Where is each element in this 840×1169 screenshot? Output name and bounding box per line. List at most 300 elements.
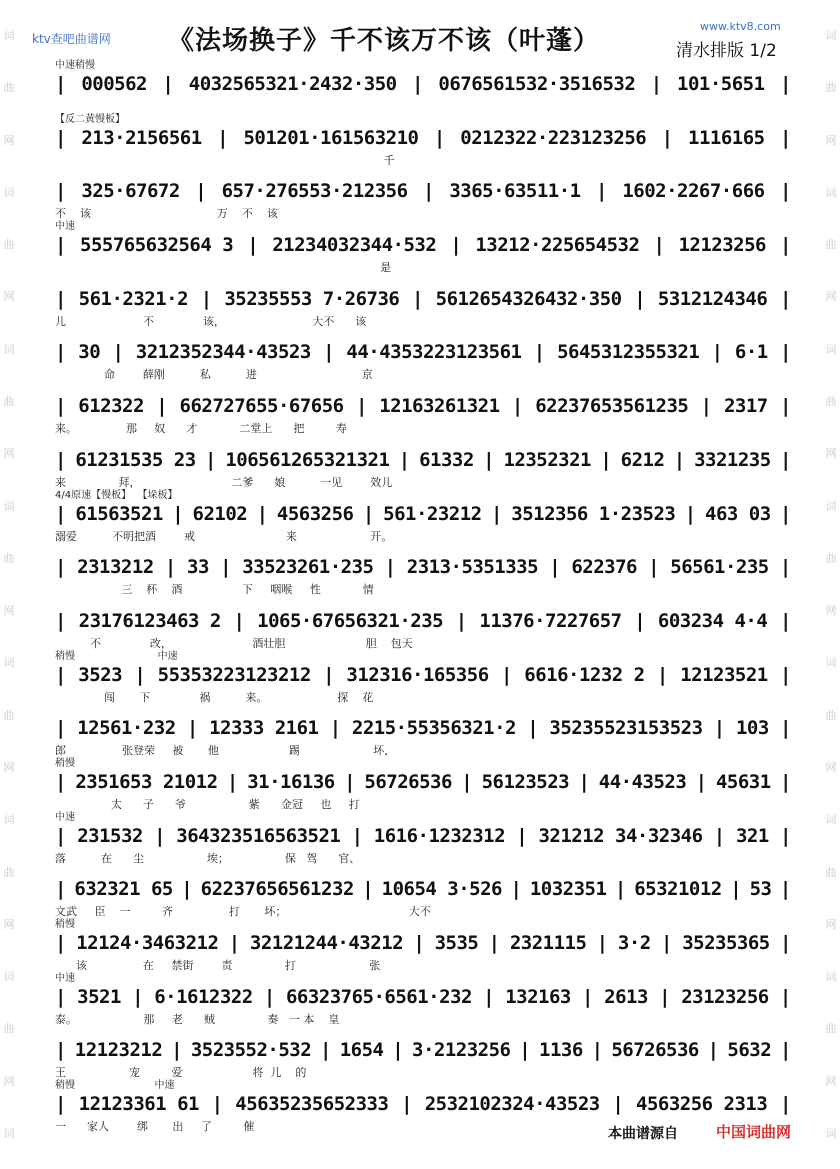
lyric-row: 不 该 万 不 该 (55, 207, 278, 220)
barline: | (661, 126, 673, 149)
lyric-row: 是 (55, 261, 392, 274)
barline: | (713, 824, 725, 847)
measure: 32121244·43212 (249, 932, 404, 954)
barline: | (780, 234, 791, 257)
lyric-row: 泰。 那 老 贼 奏 一 本 皇 (55, 1012, 340, 1025)
lyric-row: 来 拜， 二爹 娘 一见 效儿 (55, 475, 393, 488)
note-row (55, 338, 791, 366)
watermark-char: 词 (825, 29, 837, 42)
tempo-marking: 稍慢 (55, 919, 75, 930)
barline: | (351, 824, 363, 847)
barline: | (362, 878, 374, 901)
barline: | (55, 287, 66, 310)
note-row (55, 500, 791, 528)
watermark-char: 曲 (3, 551, 15, 565)
measure: 603234 4·4 (657, 609, 768, 632)
barline: | (55, 770, 66, 793)
barline: | (217, 126, 229, 149)
measure: 33 (187, 556, 209, 579)
barline: | (195, 180, 207, 203)
tempo-marking: 【反二黄慢板】 (55, 113, 125, 125)
measure: 2313·5351335 (406, 556, 539, 579)
measure: 132163 (505, 985, 571, 1008)
lyric-row: 闯 下 祸 来。 探 花 (55, 690, 374, 703)
measure: 3·2 (617, 932, 651, 954)
barline: | (344, 770, 356, 793)
source-label: 本曲谱源自 (608, 1126, 678, 1142)
barline: | (450, 234, 462, 257)
barline: | (578, 770, 590, 793)
note-row (55, 553, 791, 581)
measure: 6212 (620, 448, 665, 471)
score-line (55, 219, 791, 273)
watermark-char: 词 (825, 970, 837, 984)
score-line (55, 649, 791, 703)
barline: | (779, 985, 791, 1008)
note-row (55, 983, 791, 1011)
note-row (55, 1036, 791, 1064)
watermark-char: 曲 (825, 865, 837, 879)
score-line (55, 380, 791, 434)
measure: 000562 (81, 73, 147, 95)
watermark-char: 网 (3, 1074, 15, 1088)
measure: 11376·7227657 (479, 609, 622, 632)
watermark-char: 曲 (825, 1022, 837, 1036)
watermark-char: 网 (3, 447, 15, 461)
barline: | (780, 502, 791, 525)
measure: 2613 (604, 985, 648, 1008)
measure: 4563256 2313 (636, 1093, 768, 1116)
lyric-row: 该 在 禁街 责 打 张 (55, 959, 381, 971)
barline: | (653, 234, 665, 257)
note-row (55, 875, 791, 903)
barline: | (713, 717, 725, 740)
barline: | (55, 448, 66, 471)
barline: | (711, 341, 723, 364)
site-watermark-right: www.ktv8.com (700, 20, 781, 33)
barline: | (500, 663, 512, 686)
measure: 0212322·223123256 (460, 126, 647, 149)
barline: | (779, 126, 791, 149)
barline: | (591, 1039, 603, 1062)
measure: 3·2123256 (412, 1039, 511, 1062)
watermark-char: 词 (3, 185, 15, 199)
barline: | (779, 878, 791, 901)
score-line (55, 488, 791, 542)
measure: 23176123463 2 (78, 609, 221, 632)
barline: | (412, 73, 423, 95)
barline: | (422, 180, 434, 203)
measure: 662727655·67656 (179, 395, 344, 418)
score-line (55, 273, 791, 327)
watermark-char: 曲 (825, 708, 837, 722)
score-line (55, 112, 791, 166)
measure: 364323516563521 (176, 824, 341, 847)
tempo-marking: 稍慢 中速 (55, 1080, 175, 1092)
barline: | (483, 448, 495, 471)
barline: | (780, 1093, 791, 1116)
barline: | (55, 502, 66, 525)
measure: 45631 (715, 770, 771, 793)
measure: 561·2321·2 (78, 287, 189, 310)
barline: | (55, 609, 66, 632)
watermark-char: 词 (825, 656, 837, 670)
measure: 3365·63511·1 (449, 180, 581, 203)
measure: 2351653 21012 (75, 770, 218, 793)
barline: | (323, 663, 335, 686)
measure: 312316·165356 (346, 663, 489, 686)
barline: | (600, 448, 612, 471)
watermark-char: 曲 (825, 551, 837, 565)
watermark-char: 网 (3, 290, 15, 304)
measure: 62237656561232 (200, 878, 354, 901)
watermark-char: 词 (3, 1126, 15, 1140)
measure: 2313212 (77, 556, 154, 579)
watermark-char: 网 (825, 447, 837, 461)
barline: | (695, 770, 707, 793)
barline: | (612, 1093, 624, 1116)
barline: | (392, 1039, 404, 1062)
arranger-page-label: 清水排版 1/2 (676, 41, 777, 61)
watermark-char: 曲 (3, 238, 15, 252)
watermark-char: 网 (825, 604, 837, 618)
measure: 1654 (339, 1039, 384, 1062)
note-row (55, 929, 791, 957)
score-line (55, 863, 791, 917)
measure: 325·67672 (81, 180, 180, 203)
measure: 321 (735, 824, 769, 847)
measure: 4032565321·2432·350 (188, 73, 397, 95)
measure: 5312124346 (657, 287, 768, 310)
measure: 632321 65 (74, 878, 173, 901)
score-line (55, 58, 791, 112)
measure: 23123256 (681, 985, 769, 1008)
barline: | (55, 73, 66, 95)
barline: | (490, 502, 502, 525)
watermark-char: 网 (3, 604, 15, 618)
score-line (55, 702, 791, 756)
barline: | (780, 448, 791, 471)
barline: | (55, 824, 66, 847)
barline: | (780, 395, 791, 418)
measure: 56123523 (481, 770, 570, 793)
barline: | (516, 824, 528, 847)
barline: | (134, 663, 146, 686)
barline: | (596, 932, 608, 954)
note-row (55, 822, 791, 850)
watermark-char: 词 (825, 342, 837, 356)
measure: 321212 34·32346 (538, 824, 703, 847)
lyric-row: 儿 不 该， 大不 该 (55, 314, 367, 327)
lyric-row: 来。 那 奴 才 二堂上 把 寿 (55, 422, 347, 435)
barline: | (55, 878, 66, 901)
note-row (55, 768, 791, 796)
note-row (55, 714, 791, 742)
watermark-char: 曲 (825, 238, 837, 252)
barline: | (461, 770, 473, 793)
measure: 103 (735, 717, 769, 740)
tempo-marking: 中速 (55, 221, 75, 233)
measure: 561·23212 (383, 502, 482, 525)
measure: 62237653561235 (535, 395, 689, 418)
measure: 61563521 (75, 502, 163, 525)
barline: | (511, 395, 523, 418)
watermark-char: 曲 (825, 81, 837, 95)
watermark-char: 词 (825, 1126, 837, 1140)
watermark-char: 网 (825, 917, 837, 931)
right-watermark-column (822, 30, 840, 1139)
measure: 101·5651 (677, 73, 765, 95)
watermark-char: 词 (3, 970, 15, 984)
measure: 31·16136 (247, 770, 335, 793)
measure: 106561265321321 (225, 448, 390, 471)
score-line (55, 917, 791, 971)
barline: | (398, 448, 410, 471)
note-row (55, 177, 791, 205)
barline: | (362, 502, 374, 525)
note-row (55, 661, 791, 689)
barline: | (205, 448, 216, 471)
measure: 622376 (571, 556, 637, 579)
measure: 3521 (77, 985, 121, 1008)
barline: | (200, 287, 212, 310)
measure: 53 (749, 878, 772, 901)
measure: 12123361 61 (78, 1093, 199, 1116)
barline: | (228, 932, 240, 954)
lyric-row: 千 (55, 153, 395, 166)
barline: | (780, 824, 791, 847)
measure: 5612654326432·350 (435, 287, 622, 310)
watermark-char: 曲 (3, 708, 15, 722)
watermark-char: 网 (3, 760, 15, 774)
watermark-char: 曲 (3, 1022, 15, 1036)
measure: 1616·1232312 (373, 824, 506, 847)
barline: | (164, 556, 176, 579)
note-row (55, 231, 791, 259)
barline: | (596, 180, 607, 203)
measure: 12123212 (74, 1039, 163, 1062)
score-line (55, 1024, 791, 1078)
barline: | (55, 556, 66, 579)
watermark-char: 网 (825, 1074, 837, 1088)
barline: | (614, 878, 626, 901)
score-line (55, 810, 791, 864)
measure: 35235523153523 (549, 717, 703, 740)
note-row (55, 124, 791, 152)
barline: | (156, 395, 168, 418)
measure: 2532102324·43523 (424, 1093, 600, 1116)
watermark-char: 词 (825, 813, 837, 827)
measure: 21234032344·532 (272, 234, 437, 257)
score-line (55, 541, 791, 595)
barline: | (650, 73, 662, 95)
lyric-row: 不 改， 酒壮胆 胆 包天 (55, 636, 413, 649)
barline: | (634, 609, 646, 632)
barline: | (55, 1039, 66, 1062)
left-watermark-column (0, 30, 18, 1139)
watermark-char: 词 (3, 342, 15, 356)
measure: 3212352344·43523 (135, 341, 311, 364)
barline: | (673, 448, 685, 471)
score-line (55, 595, 791, 649)
barline: | (779, 556, 791, 579)
measure: 44·43523 (598, 770, 687, 793)
note-row (55, 70, 791, 98)
barline: | (55, 1093, 66, 1116)
measure: 35235553 7·26736 (224, 287, 400, 310)
measure: 12123521 (680, 663, 768, 686)
note-row (55, 1090, 791, 1118)
barline: | (779, 73, 791, 95)
measure: 35235365 (682, 932, 770, 954)
barline: | (384, 556, 396, 579)
watermark-char: 曲 (3, 394, 15, 408)
barline: | (684, 502, 696, 525)
lyric-row: 一 家人 绑 出 了 催 (55, 1120, 255, 1133)
lyric-row: 太 子 爷 紫 金冠 也 打 (55, 797, 360, 810)
measure: 3523552·532 (190, 1039, 312, 1062)
barline: | (55, 341, 66, 364)
barline: | (779, 180, 791, 203)
measure: 1136 (539, 1039, 583, 1062)
barline: | (412, 287, 423, 310)
watermark-char: 词 (3, 29, 15, 42)
measure: 44·4353223123561 (346, 341, 522, 364)
barline: | (323, 341, 335, 364)
barline: | (154, 824, 166, 847)
barline: | (55, 180, 66, 203)
measure: 501201·161563210 (243, 126, 419, 149)
barline: | (413, 932, 425, 954)
barline: | (256, 502, 268, 525)
measure: 657·276553·212356 (221, 180, 408, 203)
measure: 463 03 (705, 502, 771, 525)
measure: 6·1 (734, 341, 768, 364)
measure: 65321012 (634, 878, 722, 901)
note-row (55, 392, 791, 420)
watermark-char: 网 (825, 760, 837, 774)
barline: | (660, 932, 672, 954)
measure: 555765632564 3 (80, 234, 234, 257)
numbered-music-score (55, 58, 791, 1132)
barline: | (510, 878, 522, 901)
measure: 3523 (78, 663, 123, 686)
measure: 12561·232 (77, 717, 176, 740)
barline: | (700, 395, 712, 418)
measure: 55353223123212 (157, 663, 311, 686)
barline: | (211, 1093, 223, 1116)
tempo-marking: 中速稍慢 (55, 60, 95, 71)
measure: 56726536 (611, 1039, 699, 1062)
barline: | (55, 663, 66, 686)
barline: | (355, 395, 367, 418)
measure: 4563256 (276, 502, 354, 525)
barline: | (181, 878, 193, 901)
barline: | (648, 556, 660, 579)
barline: | (527, 717, 539, 740)
barline: | (55, 395, 66, 418)
measure: 231532 (77, 824, 143, 847)
barline: | (226, 770, 238, 793)
watermark-char: 词 (3, 813, 15, 827)
measure: 1032351 (529, 878, 607, 901)
watermark-char: 词 (3, 499, 15, 513)
tempo-marking: 中速 (55, 811, 75, 823)
measure: 12163261321 (379, 395, 500, 418)
barline: | (582, 985, 593, 1008)
barline: | (730, 878, 742, 901)
measure: 56561·235 (670, 556, 769, 579)
lyric-row: 溺爱 不明把酒 戒 来 开。 (55, 529, 393, 542)
barline: | (172, 502, 184, 525)
watermark-char: 曲 (3, 81, 15, 95)
lyric-row: 王 宠 爱 将 儿 的 (55, 1066, 307, 1079)
measure: 3535 (434, 932, 479, 954)
lyric-row: 落 在 尘 埃； 保 驾 官、 (55, 851, 361, 864)
tempo-marking: 稍慢 中速 (55, 650, 178, 662)
watermark-char: 曲 (3, 865, 15, 879)
measure: 5632 (727, 1039, 772, 1062)
barline: | (455, 609, 467, 632)
lyric-row: 文武 臣 一 齐 打 坏； 大不 (55, 905, 431, 918)
barline: | (319, 1039, 331, 1062)
barline: | (433, 126, 445, 149)
measure: 1602·2267·666 (622, 180, 765, 203)
barline: | (186, 717, 198, 740)
measure: 3512356 1·23523 (511, 502, 676, 525)
tempo-marking: 稍慢 (55, 757, 75, 769)
barline: | (55, 717, 66, 740)
measure: 5645312355321 (557, 341, 700, 364)
measure: 61231535 23 (75, 448, 196, 471)
barline: | (779, 287, 791, 310)
barline: | (55, 126, 66, 149)
barline: | (659, 985, 671, 1008)
barline: | (488, 932, 500, 954)
barline: | (779, 1039, 791, 1062)
watermark-char: 曲 (825, 394, 837, 408)
measure: 12333 2161 (209, 717, 319, 740)
score-line (55, 434, 791, 488)
tempo-marking: 4/4原速【慢板】 【垛板】 (55, 489, 178, 501)
watermark-char: 网 (825, 290, 837, 304)
watermark-char: 网 (3, 917, 15, 931)
watermark-char: 网 (3, 133, 15, 147)
measure: 30 (78, 341, 101, 364)
measure: 10654 3·526 (381, 878, 502, 901)
lyric-row: 郎 张登荣 被 他 踢 坏， (55, 744, 396, 757)
watermark-char: 词 (825, 499, 837, 513)
barline: | (220, 556, 232, 579)
source-site: 中国词曲网 (716, 1123, 792, 1141)
barline: | (55, 234, 66, 257)
measure: 62102 (192, 502, 248, 525)
measure: 56726536 (364, 770, 452, 793)
watermark-char: 词 (825, 185, 837, 199)
measure: 12123256 (678, 234, 766, 257)
note-row (55, 285, 791, 313)
barline: | (519, 1039, 531, 1062)
measure: 33523261·235 (242, 556, 374, 579)
note-row (55, 446, 791, 474)
lyric-row: 命 薛刚 私 进 京 (55, 368, 373, 381)
score-line (55, 756, 791, 810)
barline: | (780, 663, 791, 686)
barline: | (780, 717, 791, 740)
note-row (55, 607, 791, 635)
measure: 2317 (723, 395, 768, 418)
measure: 2321115 (509, 932, 587, 954)
